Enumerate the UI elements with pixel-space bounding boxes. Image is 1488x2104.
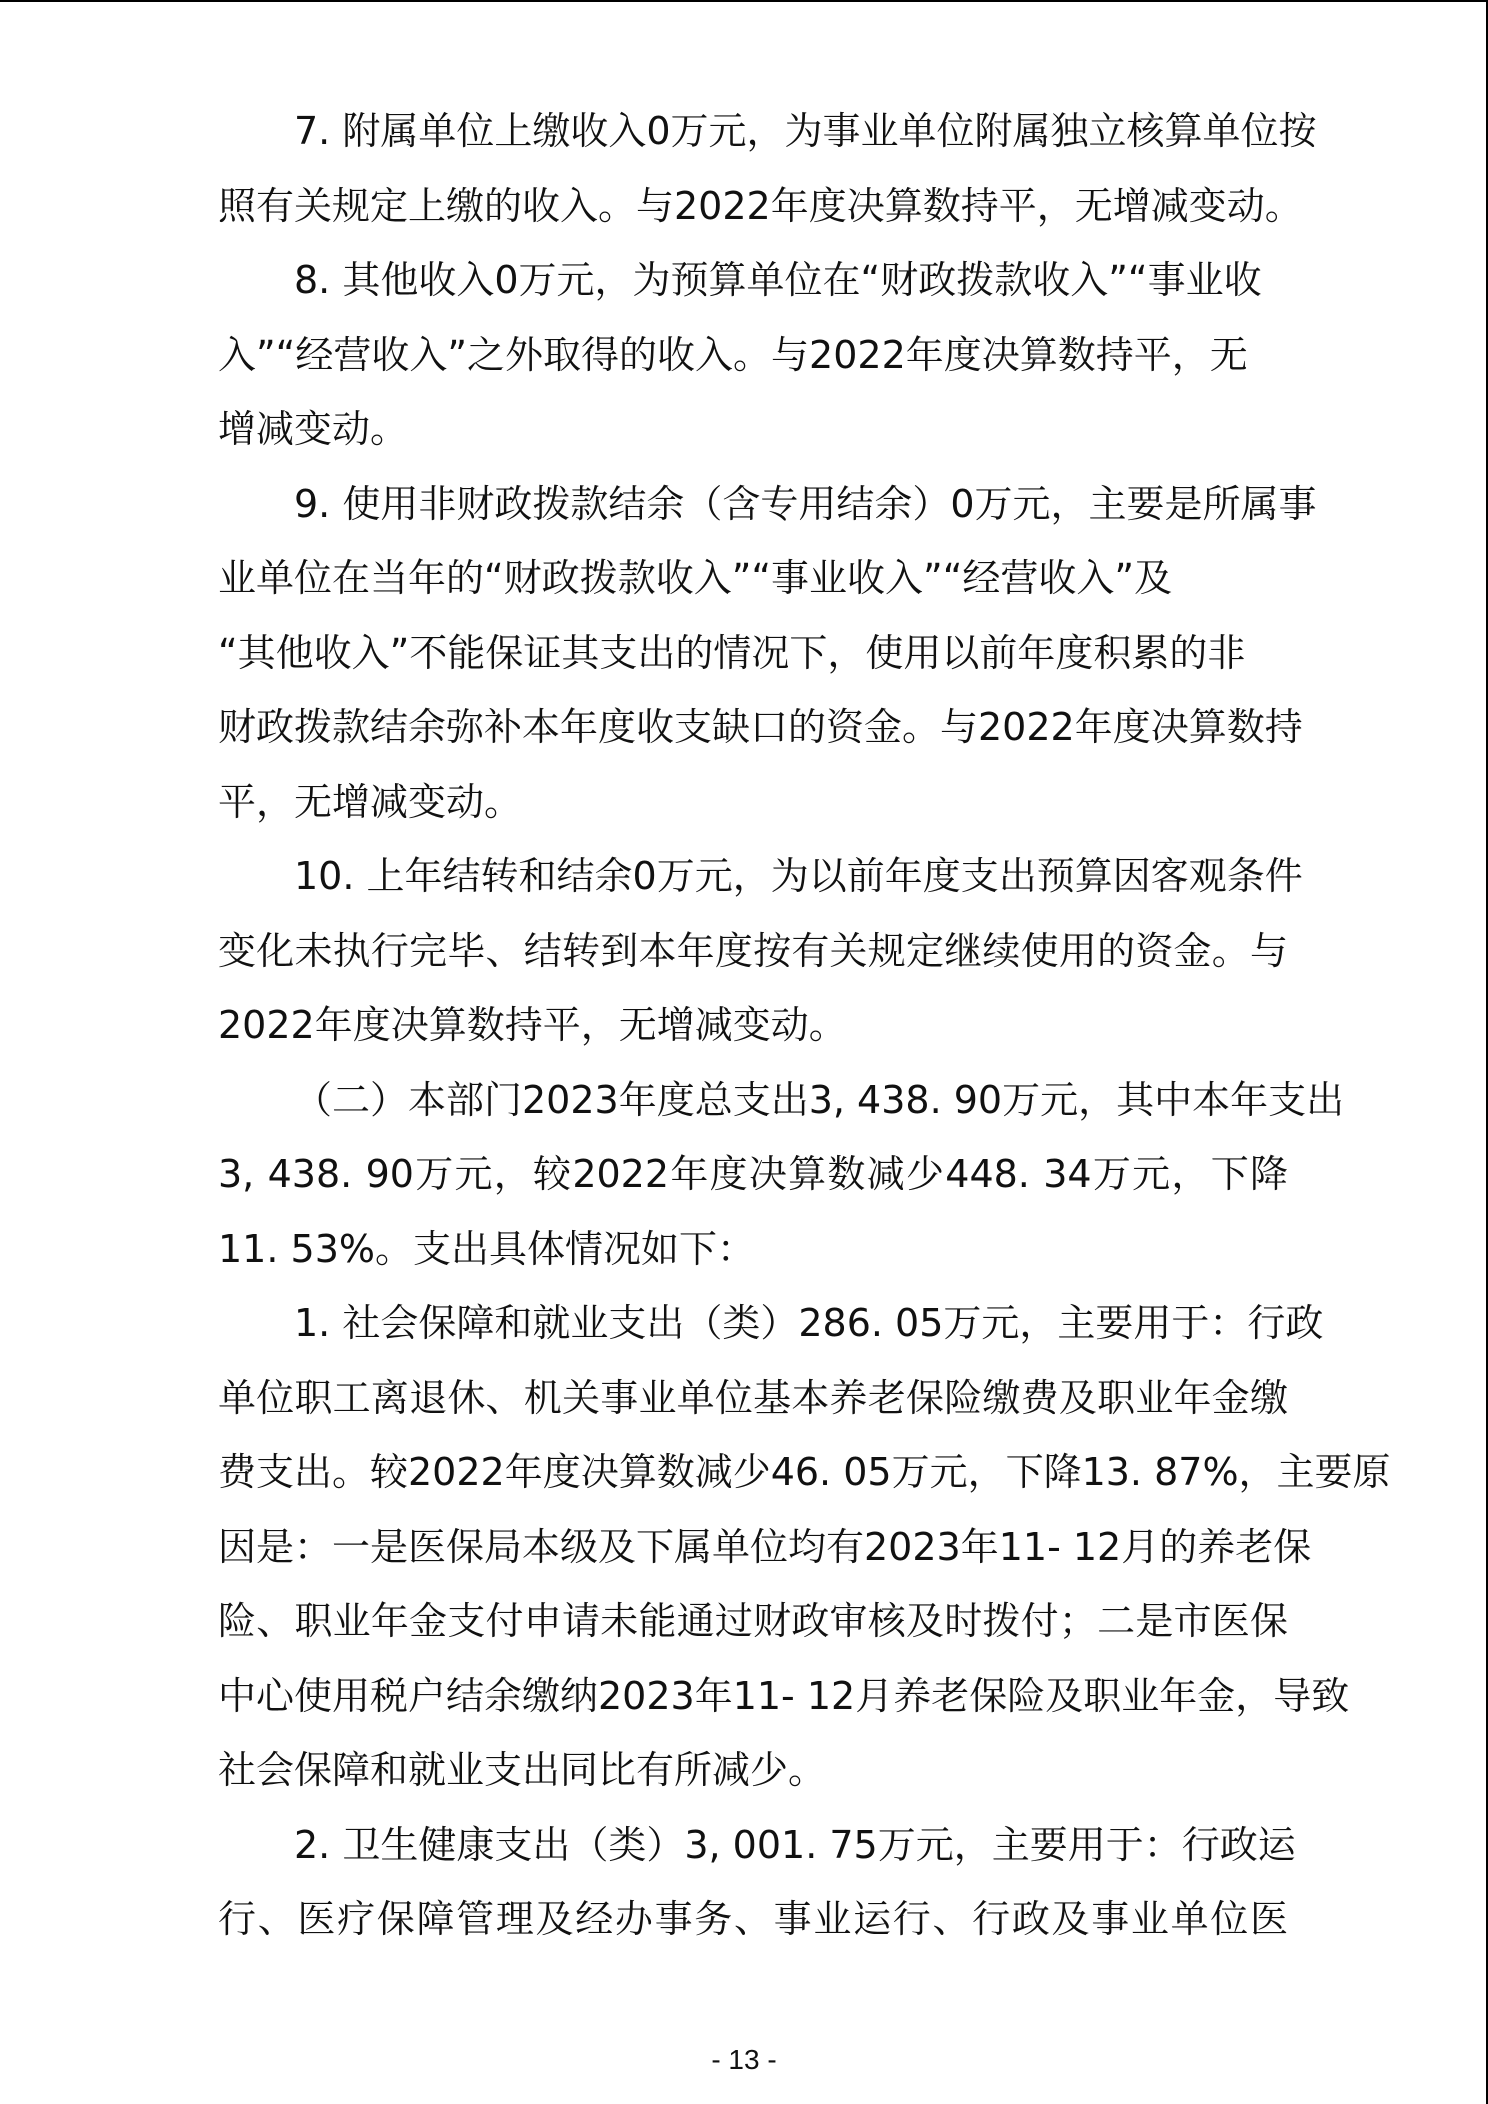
paragraph-line: 因是：一是医保局本级及下属单位均有2023年11- 12月的养老保 <box>218 1524 1312 1569</box>
page-number: - 13 - <box>711 2044 777 2075</box>
paragraph-line: 8. 其他收入0万元，为预算单位在“财政拨款收入”“事业收 <box>294 258 1262 302</box>
paragraph-line: 7. 附属单位上缴收入0万元，为事业单位附属独立核算单位按 <box>294 109 1317 153</box>
paragraph-line: 入”“经营收入”之外取得的收入。与2022年度决算数持平，无 <box>218 332 1248 377</box>
paragraph-line: 11. 53%。支出具体情况如下： <box>218 1226 755 1271</box>
paragraph-line: 2. 卫生健康支出（类）3, 001. 75万元，主要用于：行政运 <box>294 1822 1296 1867</box>
paragraph-line: 增减变动。 <box>218 407 409 451</box>
paragraph-line: 单位职工离退休、机关事业单位基本养老保险缴费及职业年金缴 <box>218 1375 1288 1420</box>
paragraph-line: “其他收入”不能保证其支出的情况下，使用以前年度积累的非 <box>218 630 1246 675</box>
paragraph-line: 财政拨款结余弥补本年度收支缺口的资金。与2022年度决算数持 <box>218 705 1303 749</box>
document-body <box>218 94 1391 1957</box>
paragraph-line: （二）本部门2023年度总支出3, 438. 90万元，其中本年支出 <box>294 1077 1345 1122</box>
paragraph-line: 中心使用税户结余缴纳2023年11- 12月养老保险及职业年金，导致 <box>218 1673 1350 1718</box>
paragraph-line: 1. 社会保障和就业支出（类）286. 05万元，主要用于：行政 <box>294 1301 1324 1345</box>
paragraph-line: 10. 上年结转和结余0万元，为以前年度支出预算因客观条件 <box>294 854 1303 898</box>
paragraph-line: 变化未执行完毕、结转到本年度按有关规定继续使用的资金。与 <box>218 928 1288 973</box>
paragraph-line: 行、医疗保障管理及经办事务、事业运行、行政及事业单位医 <box>218 1897 1288 1941</box>
paragraph-line: 平，无增减变动。 <box>218 779 523 824</box>
paragraph-line: 照有关规定上缴的收入。与2022年度决算数持平，无增减变动。 <box>218 183 1303 228</box>
paragraph-line: 险、职业年金支付申请未能通过财政审核及时拨付；二是市医保 <box>218 1599 1288 1643</box>
paragraph-line: 9. 使用非财政拨款结余（含专用结余）0万元，主要是所属事 <box>294 481 1317 526</box>
paragraph-line: 社会保障和就业支出同比有所减少。 <box>218 1748 827 1792</box>
paragraph-line: 业单位在当年的“财政拨款收入”“事业收入”“经营收入”及 <box>218 556 1173 600</box>
page-top-border <box>0 0 1488 2</box>
paragraph-line: 费支出。较2022年度决算数减少46. 05万元，下降13. 87%，主要原 <box>218 1450 1391 1494</box>
paragraph-line: 3, 438. 90万元，较2022年度决算数减少448. 34万元，下降 <box>218 1152 1288 1196</box>
paragraph-line: 2022年度决算数持平，无增减变动。 <box>218 1003 847 1047</box>
